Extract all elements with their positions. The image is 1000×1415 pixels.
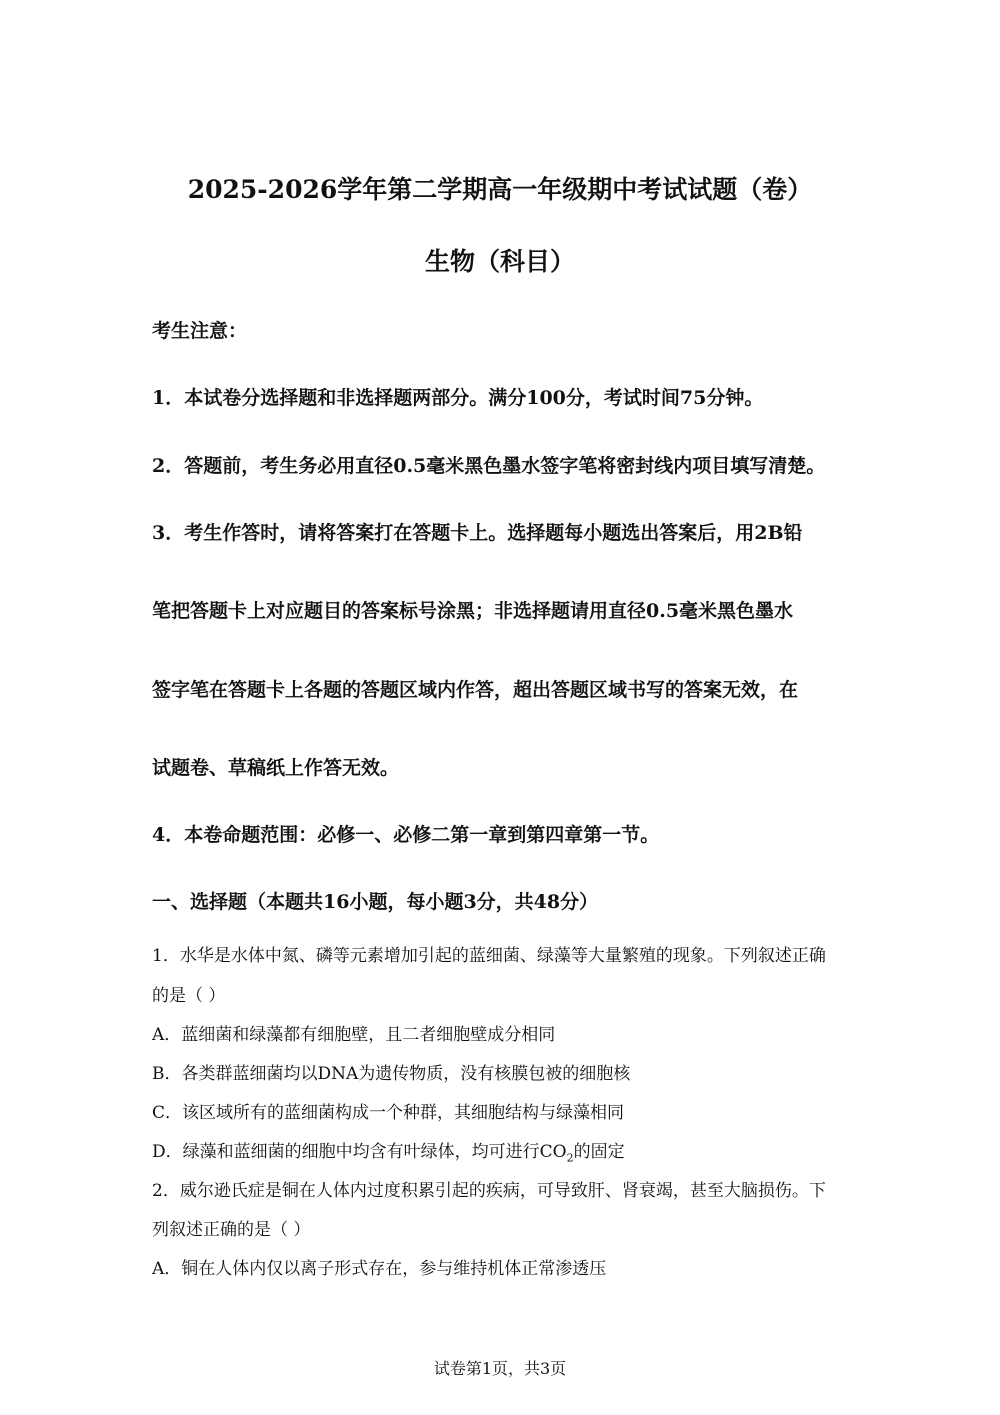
- notice-item-4: 4．本卷命题范围：必修一、必修二第一章到第四章第一节。: [152, 824, 660, 846]
- question-1-option-d-tail: 的固定: [573, 1142, 625, 1162]
- question-1-option-d-text: D．绿藻和蓝细菌的细胞中均含有叶绿体，均可进行CO: [152, 1142, 567, 1162]
- page-footer: 试卷第1页，共3页: [433, 1359, 567, 1378]
- question-1-option-b: B．各类群蓝细菌均以DNA为遗传物质，没有核膜包被的细胞核: [152, 1064, 631, 1084]
- question-2-option-a: A．铜在人体内仅以离子形式存在，参与维持机体正常渗透压: [152, 1259, 607, 1279]
- notice-item-3-line-2: 笔把答题卡上对应题目的答案标号涂黑；非选择题请用直径0.5毫米黑色墨水: [152, 600, 794, 622]
- notice-item-3-line-3: 签字笔在答题卡上各题的答题区域内作答，超出答题区域书写的答案无效，在: [152, 679, 799, 701]
- section-heading-choice: 一、选择题（本题共16小题，每小题3分，共48分）: [152, 891, 599, 913]
- notice-item-2: 2．答题前，考生务必用直径0.5毫米黑色墨水签字笔将密封线内项目填写清楚。: [152, 455, 826, 477]
- co2-subscript: 2: [566, 1151, 574, 1165]
- question-1-option-c: C．该区域所有的蓝细菌构成一个种群，其细胞结构与绿藻相同: [152, 1103, 625, 1123]
- exam-title: 2025-2026学年第二学期高一年级期中考试试题（卷）: [187, 175, 813, 204]
- question-1-stem-line-1: 1．水华是水体中氮、磷等元素增加引起的蓝细菌、绿藻等大量繁殖的现象。下列叙述正确: [152, 946, 826, 966]
- subject-title: 生物（科目）: [424, 247, 575, 276]
- notice-heading: 考生注意：: [152, 320, 248, 342]
- question-2-stem-line-1: 2．威尔逊氏症是铜在人体内过度积累引起的疾病，可导致肝、肾衰竭，甚至大脑损伤。下: [152, 1181, 826, 1201]
- question-1-option-d: [152, 1137, 625, 1164]
- question-2-stem-line-2: 列叙述正确的是（ ）: [152, 1220, 311, 1240]
- question-1-stem-line-2: 的是（ ）: [152, 986, 226, 1006]
- notice-item-3-line-4: 试题卷、草稿纸上作答无效。: [152, 757, 400, 779]
- question-1-option-a: A．蓝细菌和绿藻都有细胞壁，且二者细胞壁成分相同: [152, 1025, 556, 1045]
- notice-item-3-line-1: 3．考生作答时，请将答案打在答题卡上。选择题每小题选出答案后，用2B铅: [152, 522, 803, 544]
- notice-item-1: 1．本试卷分选择题和非选择题两部分。满分100分，考试时间75分钟。: [152, 387, 764, 409]
